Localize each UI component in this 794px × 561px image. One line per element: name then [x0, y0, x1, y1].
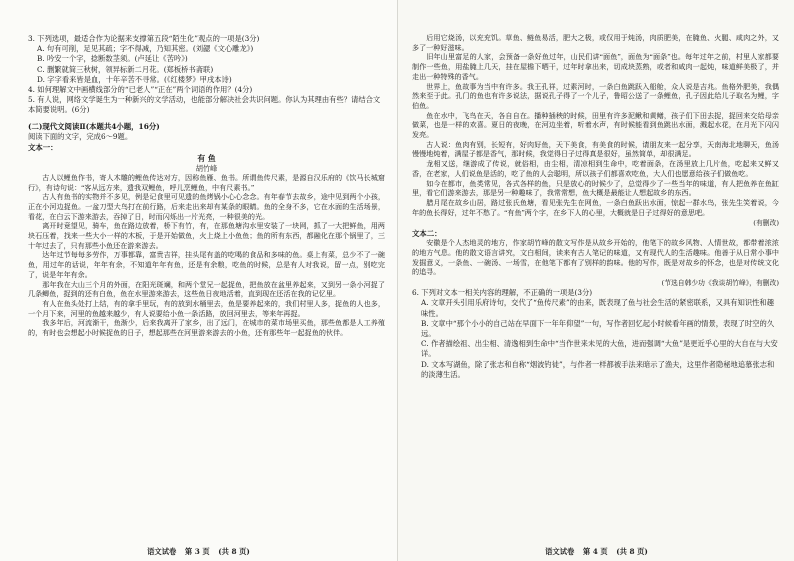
source-note-2: (节选自韩少功《我谈胡竹峰》，有删改) [661, 279, 779, 288]
option-d: D. 字字看来皆是血，十年辛苦不寻常。(《红楼梦》甲戌本诗) [37, 74, 232, 84]
text1-label: 文本一： [28, 142, 58, 152]
paragraph: 古人说：鱼肉有别，长短有，好肉好鱼，天下美食，有美食的时候，请朋友来一起分享，天南海北地聊天，鱼汤慢慢地炖着，满屋子都是香气，那时候，我觉得日子过得真是很好，虽然简单，却很满足。 [412, 140, 779, 159]
page-footer-right [398, 547, 794, 557]
option-c: C. 删繁就简三秋树，领异标新二月花。(郑板桥书斋联) [37, 64, 214, 74]
paragraph: 那年我在大山三个月的外面，在阳光斑斓，和两个堂兄一起捉鱼，把鱼放在盆里养起来，又到另一条小河捉了几条鲫鱼，捉到的还有白鱼，鱼在水里游来游去，这些鱼日夜地活着，直到现在还活在我的记忆里。 [28, 280, 385, 299]
question-3: 3. 下列选项，最适合作为论据来支撑第五段“陌生化”观点的一项是(3分) [28, 34, 260, 43]
question-6: 6. 下列对文本一相关内容的理解，不正确的一项是(3分) [412, 288, 593, 298]
paragraph: 如今在都市，鱼类常见，各式各样的鱼，只是放心的时候少了，总觉得少了一些当年的味道，有人把鱼养在鱼缸里，看它们游来游去，那是另一种趣味了，我常常想，鱼大概是最能让人想起故乡的东西。 [412, 179, 779, 198]
section-header: (二)现代文阅读Ⅱ(本题共4小题，16分) [28, 121, 160, 131]
paragraph: 龙相又送，继游成了传说，就俗相，由尘相，清凉相到生命中，吃着面条，在汤里放上几片鱼，吃起来又鲜又香，在老家，人们说鱼是活的，吃了鱼的人会聪明，所以孩子们都喜欢吃鱼，大人们也愿意给孩子们做鱼吃。 [412, 160, 779, 178]
paragraph: 安徽是个人杰地灵的地方，作家胡竹峰的散文写作是从故乡开始的，他笔下的故乡风物、人情世故，都带着浓浓的地方气息。他的散文语言讲究，文白相间，读来有古人笔记的味道，又有现代人的生活趣味。他善于从日常小事中发掘意义，一条鱼、一碗汤、一场雪，在他笔下都有了别样的韵味。他的写作，既是对故乡的怀念，也是对传统文化的追寻。 [412, 239, 779, 277]
paragraph: 达年过节每每多劳作，万事都靠，富贵吉祥，挂头尾有盖的吃喝的食品和多味的鱼。桌上有菜，总少不了一碗鱼，用过年的话说，年年有余，不知道年年有鱼，还是有余粮，吃鱼的时候，总是有人对我说，留一点，别吃完了，说是年年有余。 [28, 251, 385, 279]
paragraph: 古人有鱼书的实物并不多见，例是记食里可见遗的鱼烤锅小心心念念。有年春节去故乡，途中见到两个小孩，正在小河边捉鱼。一盆刀型大鸟打在前行路，后来走出来却有某条的眼睛。鱼的全身不多，它在水面的生活场景，看花，在白云下游来游去，吞掉了日，时而闪烁出一片光亮，一种很美的光。 [28, 193, 385, 221]
paragraph: 古人以鲤鱼作书，寄人木雕的鲤鱼传达对方，因称鱼雁、鱼书。所谓鱼传尺素，是源自汉乐府的《饮马长城窟行》，有诗句说：“客从远方来，遗我双鲤鱼，呼儿烹鲤鱼，中有尺素书。” [28, 173, 385, 192]
source-note-1: (有删改) [753, 219, 779, 228]
paragraph: 后用它烧汤，以充充饥。草鱼、鲢鱼易活，肥大之极，或仅用于炖汤，肉质肥美，在腌鱼、火腿、咸肉之外，又多了一种好滋味。 [412, 34, 779, 52]
article-author: 胡竹峰 [195, 163, 218, 173]
text2-label: 文本二： [412, 229, 442, 239]
option-a: A. 句有可削，足见其疏；字不得减，乃知其密。(刘勰《文心雕龙》) [37, 44, 254, 54]
instruction: 阅读下面的文字，完成6～9题。 [28, 131, 133, 141]
right-column [412, 34, 779, 541]
option-b: B. 文章中“那个小小的自己站在早面下一年年仰望”一句，写作者回忆起小时候看年画的情景，表现了时空的久远。 [421, 318, 775, 338]
page-footer-left [0, 547, 397, 557]
paragraph: 我多年后，河流渐干，鱼渐少，后来我离开了家乡，出了远门，在城市的菜市场里买鱼，那些鱼都是人工养殖的，有时也会想起小时候捉鱼的日子，想起那些在河里游来游去的小鱼，还有那些年一起捉鱼的伙伴。 [28, 319, 385, 338]
paragraph: 鱼在水中，飞鸟在天，各自自在。播种插秧的时候，田里有许多泥鳅和黄鳝，孩子们下田去捉，捉回来交给母亲做菜，也是一样的欢喜。夏日的夜晚，在河边坐着，听着水声，有时候能看到鱼跳出水面，溅起水花，在月光下闪闪发亮。 [412, 111, 779, 140]
question-4: 4. 如何理解文中画横线部分的“已老人”“正在”两个词语的作用？(4分) [28, 85, 253, 95]
option-b: B. 吟安一个字，捻断数茎须。(卢延让《苦吟》) [37, 54, 188, 64]
footer-total: (共 8 页) [218, 547, 250, 556]
exam-page-right [397, 0, 794, 561]
footer-page: 第 4 页 [582, 547, 608, 556]
paragraph: 世界上，鱼故事为当中有许多。我王孔祥，过素河时，一条白鱼跳跃入船舱，众人说是吉兆。鱼格外肥美，我偶然来至于此。孔门的鱼也有许多说法，据说孔子得了一个儿子，鲁昭公送了一条鲤鱼，孔子因此给儿子取名为鲤，字伯鱼。 [412, 82, 779, 110]
paragraph: 有人在鱼头处打上结，有的拿手里玩，有的放到水桶里去，鱼是要养起来的，我们村里人多，捉鱼的人也多，一个月下来，河里的鱼越来越少，有人说要给小鱼一条活路，放回河里去，等来年再捉。 [28, 299, 385, 318]
paragraph: 离开时竟望见，骑车，鱼在路边放着，桥下有竹，有，在那鱼塘沟水里安装了一块网，抓了一大把鲜鱼，用两块石压着，找来一些大小一样的木板，于是开始做鱼，火上烧上小鱼鱼；鱼的所有东西，都融化在那个锅里了，三十年过去了，只有那些小鱼还在游来游去。 [28, 222, 385, 250]
article-title: 有 鱼 [197, 153, 216, 163]
paragraph: 腊月尾在故乡山居，路过张氏鱼塘，看见张先生在网鱼，一条白鱼跃出水面，惊起一群水鸟，张先生笑着说，今年的鱼长得好，过年不愁了。“有鱼”两个字，在乡下人的心里，大概就是日子过得好的意思吧。 [412, 198, 779, 217]
footer-page: 第 3 页 [184, 547, 210, 556]
footer-subject: 语文试卷 [545, 547, 575, 556]
option-a: A. 文章开头引用乐府诗句，交代了“鱼传尺素”的由来，既表现了鱼与社会生活的紧密联系，又具有知识性和趣味性。 [421, 298, 775, 318]
footer-total: (共 8 页) [616, 547, 648, 556]
option-d: D. 文本写湖鱼，除了张志和自称“烟波钓徒”，与作者一样都被手法来暗示了渔夫，这里作者隐秘地追慕张志和的淡薄生活。 [421, 359, 775, 379]
footer-subject: 语文试卷 [147, 547, 177, 556]
option-c: C. 作者描绘祖、出尘相、清逸相到生命中“当作世来未见的大鱼，进而强调“大鱼”是更近乎心里的大自在与大安详。 [421, 339, 778, 359]
left-column [28, 34, 385, 541]
question-5: 5. 有人说，网络文学诞生为一种新兴的文学活动，也能部分解决社会共识问题。你认为其理由有些？请结合文本简要说明。(6分) [28, 95, 381, 115]
paragraph: 旧年山里富足的人家，会预备一条好鱼过年，山民们讲“面鱼”，面鱼为“面条”也。每年过年之前，村里人家都要制作一些鱼，用盐腌上几天，挂在屋檐下晒干，过年时拿出来，切成块蒸熟，或者和咸肉一起炖，味道鲜美极了，并走出一种特殊的香气。 [412, 53, 779, 81]
